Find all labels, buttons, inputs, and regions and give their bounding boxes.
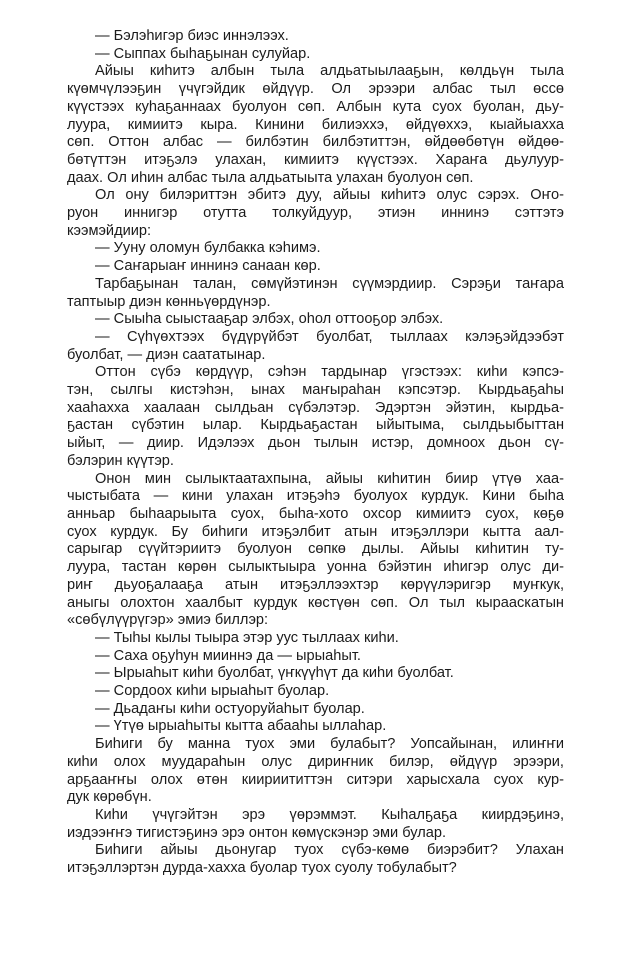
text-line: дук көрөбүн. [67, 789, 152, 806]
text-line: — Ырыаһыт киһи буолбат, үҥкүүһүт да киһи буолбат. [95, 665, 454, 682]
paragraph [67, 258, 564, 276]
paragraph [67, 718, 564, 736]
paragraph [67, 842, 564, 877]
text-line: — Сордоох киһи ырыаһыт буолар. [95, 683, 330, 700]
text-line: Тарбаҕынан талан, сөмүйэтинэн сүүмэрдиир. Сэрэҕи таҥара [95, 275, 564, 292]
text-line: — Саха оҕуһун мииннэ да — ырыаһыт. [95, 647, 361, 664]
text-line: — Сүһүөхтээх бүдүрүйбэт буолбат, тыллаах кэлэҕэйдээбэт [95, 328, 564, 345]
paragraph [67, 807, 564, 842]
text-line: «сөбүлүүрүгэр» эмиэ биллэр: [67, 612, 269, 629]
text-line: аныгы олохтон хаалбыт курдук көстүөн сөп. Ол тыл кырааскатын [67, 594, 564, 611]
text-line: буолбат, — диэн саататынар. [67, 346, 266, 363]
text-line: хааһахха хаалаан сылдьан сүбэлэтэр. Эдэртэн эйэтин, кырдьа- [67, 399, 564, 416]
text-line: Биһиги бу манна туох эми булабыт? Уопсайынан, илиҥҥи [95, 736, 564, 753]
text-line: ҕастан сүбэтин ылар. Кырдьаҕастан ыйытыма, сылдьыбыттан [67, 417, 564, 434]
paragraph [67, 276, 564, 311]
text-line: — Дьадаҥы киһи остуоруйаһыт буолар. [95, 700, 365, 717]
text-line: Ол ону билэриттэн эбитэ дуу, айыы киһитэ олус сэрэх. Оҥо- [95, 187, 564, 204]
book-page-text [67, 28, 564, 878]
paragraph [67, 311, 564, 329]
text-line: таптыыр диэн көнньүөрдүнэр. [67, 293, 271, 310]
text-line: руон иннигэр отутта толкуйдуур, этиэн иннинэ сэттэтэ [67, 205, 564, 222]
text-line: даах. Ол иһин албас тыла алдьатыыта улахан буолуон сөп. [67, 169, 474, 186]
text-line: Айыы киһитэ албын тыла алдьатыылааҕын, көлдьүн тыла [95, 63, 564, 80]
text-line: Биһиги айыы дьонугар туох сүбэ-көмө биэрэбит? Улахан [95, 842, 564, 859]
text-line: ыйыт, — диир. Идэлээх дьон тылын истэр, домноох дьон сү- [67, 435, 564, 452]
text-line: Оттон сүбэ көрдүүр, сэһэн тардынар үгэстээх: киһи кэпсэ- [95, 364, 564, 381]
paragraph [67, 630, 564, 648]
paragraph [67, 329, 564, 364]
text-line: сөп. Оттон албас — билбэтин билбэтиттэн, өйдөөбөтүн өйдөө- [67, 134, 564, 151]
paragraph [67, 683, 564, 701]
text-line: — Үтүө ырыаһыты кытта абааһы ыллаһар. [95, 718, 387, 735]
text-line: — Сыыһа сыыстааҕар элбэх, оһол оттооҕор элбэх. [95, 311, 444, 328]
paragraph [67, 28, 564, 46]
text-line: — Саҥарыаҥ иннинэ санаан көр. [95, 258, 321, 275]
text-line: чыстыбата — кини улахан итэҕэһэ буолуох курдук. Кини быһа [67, 488, 564, 505]
text-line: луура, кимиитэ кыра. Кинини билиэххэ, өйдүөххэ, кыайыахха [67, 116, 564, 133]
text-line: луура, тастан көрөн сылыктыыра уонна бэйэтин иһигэр олус ди- [67, 559, 564, 576]
text-line: тэн, сылгы кистэһэн, ынах маҥыраһан кэпсэтэр. Кырдьаҕаһы [67, 382, 564, 399]
text-line: иэдээҥҥэ тигистэҕинэ эрэ онтон көмүскэнэр эми булар. [67, 824, 447, 841]
text-line: — Ууну оломун булбакка кэһимэ. [95, 240, 321, 257]
paragraph [67, 736, 564, 807]
text-line: суох курдук. Бу биһиги итэҕэлбит атын итэҕэллэри кытта аал- [67, 523, 564, 540]
text-line: — Сыппах быһаҕынан сулуйар. [95, 45, 311, 62]
paragraph [67, 46, 564, 64]
text-line: риҥ дьуоҕалааҕа атын итэҕэллээхтэр көрүүлэригэр муҥкук, [67, 576, 564, 593]
text-line: кээмэйдиир: [67, 222, 152, 239]
paragraph [67, 665, 564, 683]
text-line: бөтүттэн итэҕэлэ улахан, кимиитэ күүстээх. Хараҥа дьулуур- [67, 151, 564, 168]
paragraph [67, 63, 564, 187]
text-line: Онон мин сылыктаатахпына, айыы киһитин биир үтүө хаа- [95, 470, 564, 487]
text-line: сарыгар сүүйтэриитэ буолуон сөпкө дылы. Айыы киһитин ту- [67, 541, 564, 558]
paragraph [67, 364, 564, 470]
text-line: анньар быһаарыыта суох, быһа-хото охсор кимиитэ суох, көҕө [67, 505, 564, 522]
text-line: — Бэлэһигэр биэс иннэлээх. [95, 28, 289, 44]
text-line: — Тыһы кылы тыыра этэр уус тыллаах киһи. [95, 629, 399, 646]
text-line: итэҕэллэртэн дурда-хахха буолар туох суолу тобулабыт? [67, 860, 457, 877]
paragraph [67, 701, 564, 719]
text-line: күөмчүлээҕин үчүгэйдик өйдүүр. Ол эрээри албас тыл өссө [67, 81, 564, 98]
text-line: бэлэрин күүтэр. [67, 452, 174, 469]
text-line: күүстээх куһаҕаннаах буолуон сөп. Албын кута суох буолан, дьу- [67, 98, 564, 115]
paragraph [67, 240, 564, 258]
paragraph [67, 471, 564, 630]
text-line: арҕааҥҥы олох өтөн киириититтэн ситэри харысхала суох кур- [67, 771, 564, 788]
paragraph [67, 187, 564, 240]
text-line: Киһи үчүгэйтэн эрэ үөрэммэт. Кыһалҕаҕа киирдэҕинэ, [95, 806, 564, 823]
text-line: киһи олох муудараһын олус дириҥник билэр, өйдүүр эрээри, [67, 753, 564, 770]
paragraph [67, 648, 564, 666]
